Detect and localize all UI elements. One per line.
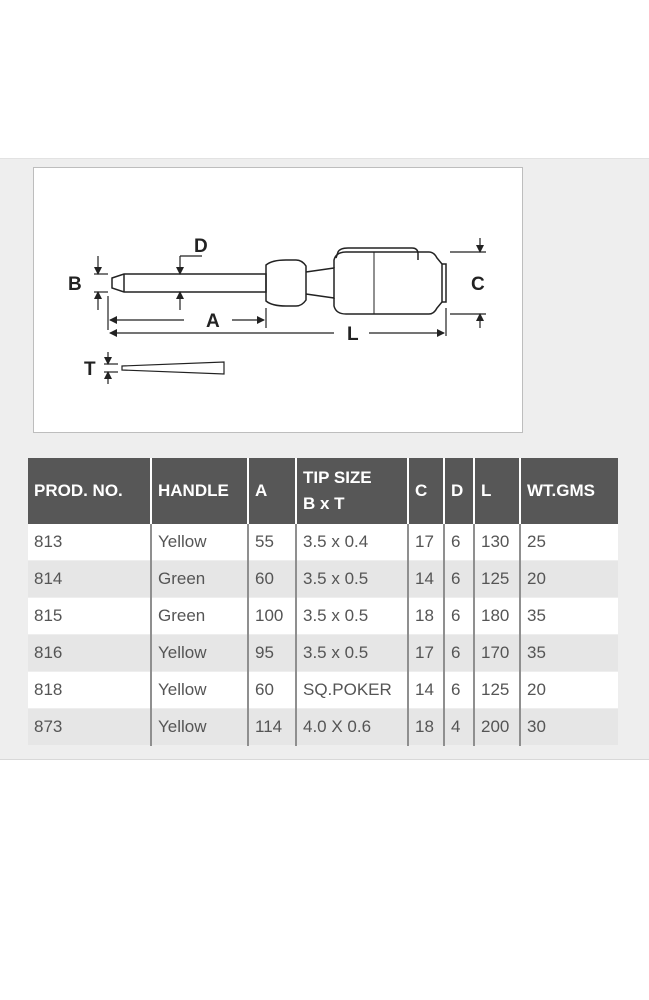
cell-prod-no: 816 <box>28 635 151 672</box>
cell-tip-size: 3.5 x 0.5 <box>296 635 408 672</box>
header-tip-size: TIP SIZE B x T <box>296 458 408 524</box>
table-header-row <box>28 458 618 524</box>
table-row <box>28 524 618 561</box>
dimension-drawing <box>34 168 524 434</box>
cell-c: 14 <box>408 561 444 598</box>
cell-a: 114 <box>248 709 296 746</box>
cell-d: 6 <box>444 598 474 635</box>
dimension-label-c: C <box>471 274 485 295</box>
dimension-label-b: B <box>68 274 82 295</box>
cell-d: 4 <box>444 709 474 746</box>
cell-l: 130 <box>474 524 520 561</box>
cell-a: 100 <box>248 598 296 635</box>
table-row <box>28 709 618 746</box>
cell-c: 18 <box>408 709 444 746</box>
cell-a: 55 <box>248 524 296 561</box>
table-row <box>28 598 618 635</box>
cell-prod-no: 815 <box>28 598 151 635</box>
cell-prod-no: 818 <box>28 672 151 709</box>
cell-d: 6 <box>444 635 474 672</box>
dimension-label-d: D <box>194 236 208 257</box>
cell-l: 125 <box>474 561 520 598</box>
cell-c: 17 <box>408 635 444 672</box>
cell-d: 6 <box>444 561 474 598</box>
cell-tip-size: 3.5 x 0.5 <box>296 598 408 635</box>
cell-wt-gms: 35 <box>520 635 618 672</box>
cell-handle: Green <box>151 598 248 635</box>
cell-handle: Yellow <box>151 709 248 746</box>
screwdriver-outline <box>112 248 446 314</box>
dimension-label-a: A <box>206 311 220 332</box>
cell-l: 170 <box>474 635 520 672</box>
header-c: C <box>408 458 444 524</box>
dimension-label-l: L <box>347 324 359 345</box>
cell-handle: Yellow <box>151 635 248 672</box>
table-row <box>28 561 618 598</box>
header-handle: HANDLE <box>151 458 248 524</box>
cell-wt-gms: 25 <box>520 524 618 561</box>
table-row <box>28 635 618 672</box>
header-l: L <box>474 458 520 524</box>
cell-wt-gms: 35 <box>520 598 618 635</box>
cell-prod-no: 814 <box>28 561 151 598</box>
cell-l: 125 <box>474 672 520 709</box>
header-d: D <box>444 458 474 524</box>
header-prod-no: PROD. NO. <box>28 458 151 524</box>
cell-l: 180 <box>474 598 520 635</box>
cell-a: 60 <box>248 561 296 598</box>
header-wt-gms: WT.GMS <box>520 458 618 524</box>
cell-tip-size: 3.5 x 0.5 <box>296 561 408 598</box>
cell-wt-gms: 20 <box>520 672 618 709</box>
cell-tip-size: SQ.POKER <box>296 672 408 709</box>
cell-a: 60 <box>248 672 296 709</box>
cell-tip-size: 3.5 x 0.4 <box>296 524 408 561</box>
cell-handle: Yellow <box>151 672 248 709</box>
cell-handle: Yellow <box>151 524 248 561</box>
screwdriver-diagram <box>33 167 523 433</box>
cell-prod-no: 813 <box>28 524 151 561</box>
cell-c: 18 <box>408 598 444 635</box>
cell-wt-gms: 30 <box>520 709 618 746</box>
cell-prod-no: 873 <box>28 709 151 746</box>
cell-l: 200 <box>474 709 520 746</box>
cell-d: 6 <box>444 672 474 709</box>
header-a: A <box>248 458 296 524</box>
cell-c: 17 <box>408 524 444 561</box>
dimension-label-t: T <box>84 359 96 380</box>
cell-a: 95 <box>248 635 296 672</box>
cell-c: 14 <box>408 672 444 709</box>
spec-table <box>28 458 618 746</box>
cell-wt-gms: 20 <box>520 561 618 598</box>
cell-d: 6 <box>444 524 474 561</box>
cell-tip-size: 4.0 X 0.6 <box>296 709 408 746</box>
cell-handle: Green <box>151 561 248 598</box>
table-row <box>28 672 618 709</box>
